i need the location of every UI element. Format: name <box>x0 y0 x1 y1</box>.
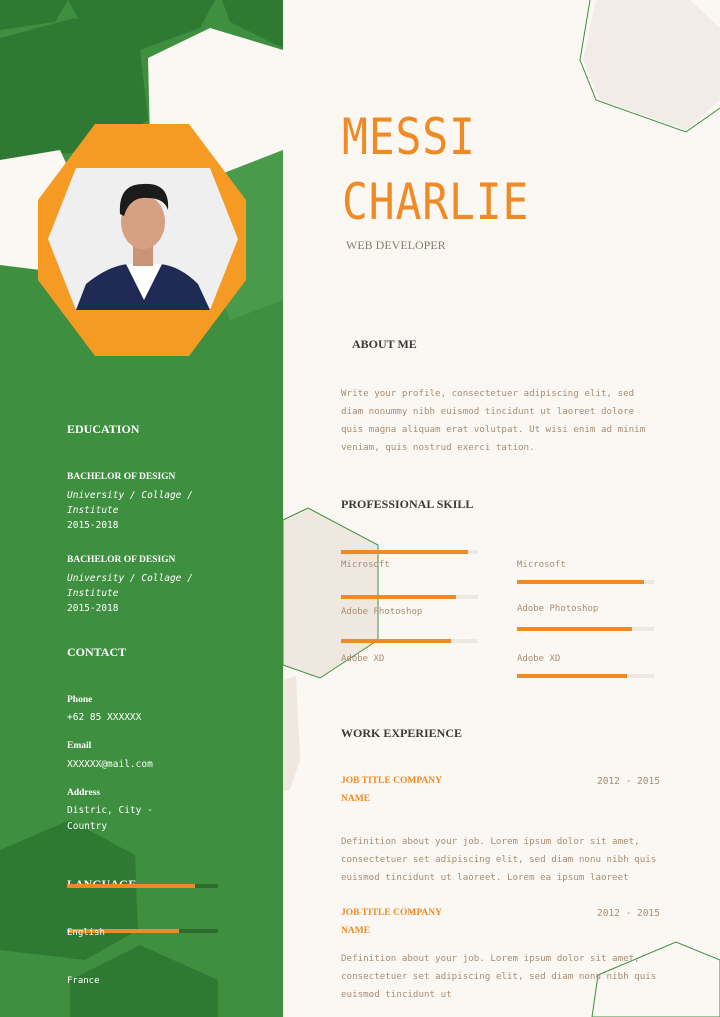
job-title <box>341 772 442 808</box>
education-years: 2015-2018 <box>67 520 119 531</box>
job-title-line: NAME <box>341 794 371 804</box>
education-years: 2015-2018 <box>67 603 119 614</box>
education-school <box>67 488 193 518</box>
education-degree: BACHELOR OF DESIGN <box>67 555 176 565</box>
education-school-line: Institute <box>67 588 119 599</box>
job-line: Definition about your job. Lorem ipsum dolor sit amet, <box>341 836 640 847</box>
job-title-line: NAME <box>341 926 371 936</box>
job-date: 2012 - 2015 <box>597 908 660 919</box>
about-line: quis magna aliquam erat volutpat. Ut wisi enim ad minim <box>341 424 646 435</box>
about-heading: ABOUT ME <box>352 337 417 351</box>
skill-bar <box>517 674 654 678</box>
about-line: Write your profile, consectetuer adipiscing elit, sed <box>341 388 635 399</box>
language-bar <box>67 884 218 888</box>
job-line: consectetuer set adipiscing elit, sed diam nonu nibh quis <box>341 971 657 982</box>
about-text <box>341 385 645 457</box>
phone-label: Phone <box>67 695 93 705</box>
skill-bar <box>341 639 478 643</box>
skill-label: Microsoft <box>517 560 566 570</box>
skill-bar <box>341 550 478 554</box>
education-school-line: University / Collage / <box>67 573 193 584</box>
job-title-line: JOB TITLE COMPANY <box>341 776 442 786</box>
skill-bar <box>517 627 654 631</box>
language-label: English <box>67 928 105 938</box>
skill-label: Adobe Photoshop <box>517 604 599 614</box>
skill-bar-fill <box>341 639 451 643</box>
education-school-line: University / Collage / <box>67 490 193 501</box>
work-heading: WORK EXPERIENCE <box>341 726 463 740</box>
email-value: XXXXXX@mail.com <box>67 759 153 770</box>
job-line: euismod tincidunt ut laoreet. Lorem ea ipsum laoreet <box>341 872 629 883</box>
skill-bar <box>341 595 478 599</box>
contact-heading: CONTACT <box>67 645 127 659</box>
language-bar-fill <box>67 884 195 888</box>
skill-label: Adobe XD <box>341 654 385 664</box>
about-line: veniam, quis nostrud exerci tation. <box>341 442 535 453</box>
language-label: France <box>67 976 100 986</box>
address-line: Country <box>67 821 108 832</box>
skills-heading: PROFESSIONAL SKILL <box>341 497 474 511</box>
job-line: euismod tincidunt ut <box>341 989 452 1000</box>
education-heading: EDUCATION <box>67 422 140 436</box>
job-date: 2012 - 2015 <box>597 776 660 787</box>
skill-label: Adobe XD <box>517 654 561 664</box>
about-line: diam nonummy nibh euismod tincidunt ut laoreet dolore <box>341 406 635 417</box>
education-degree: BACHELOR OF DESIGN <box>67 472 176 482</box>
email-label: Email <box>67 741 92 751</box>
address-line: Distric, City - <box>67 805 153 816</box>
address-label: Address <box>67 788 101 798</box>
phone-value: +62 85 XXXXXX <box>67 712 142 723</box>
skill-bar <box>517 580 654 584</box>
profile-photo <box>38 124 246 356</box>
last-name: CHARLIE <box>342 173 530 231</box>
job-line: consectetuer set adipiscing elit, sed diam nonu nibh quis <box>341 854 657 865</box>
skill-bar-fill <box>517 627 632 631</box>
education-school <box>67 571 193 601</box>
skill-label: Microsoft <box>341 560 390 570</box>
job-title-line: JOB TITLE COMPANY <box>341 908 442 918</box>
skill-label: Adobe Photoshop <box>341 607 423 617</box>
profile-photo-frame <box>38 124 246 356</box>
job-description <box>341 950 656 1004</box>
job-line: Definition about your job. Lorem ipsum dolor sit amet, <box>341 953 640 964</box>
education-school-line: Institute <box>67 505 119 516</box>
address-value <box>67 803 153 835</box>
skill-bar-fill <box>341 550 468 554</box>
skill-bar-fill <box>517 674 627 678</box>
job-title <box>341 904 442 940</box>
first-name: MESSI <box>342 108 476 166</box>
job-subtitle: WEB DEVELOPER <box>346 238 446 252</box>
job-description <box>341 833 656 887</box>
skill-bar-fill <box>341 595 456 599</box>
skill-bar-fill <box>517 580 644 584</box>
